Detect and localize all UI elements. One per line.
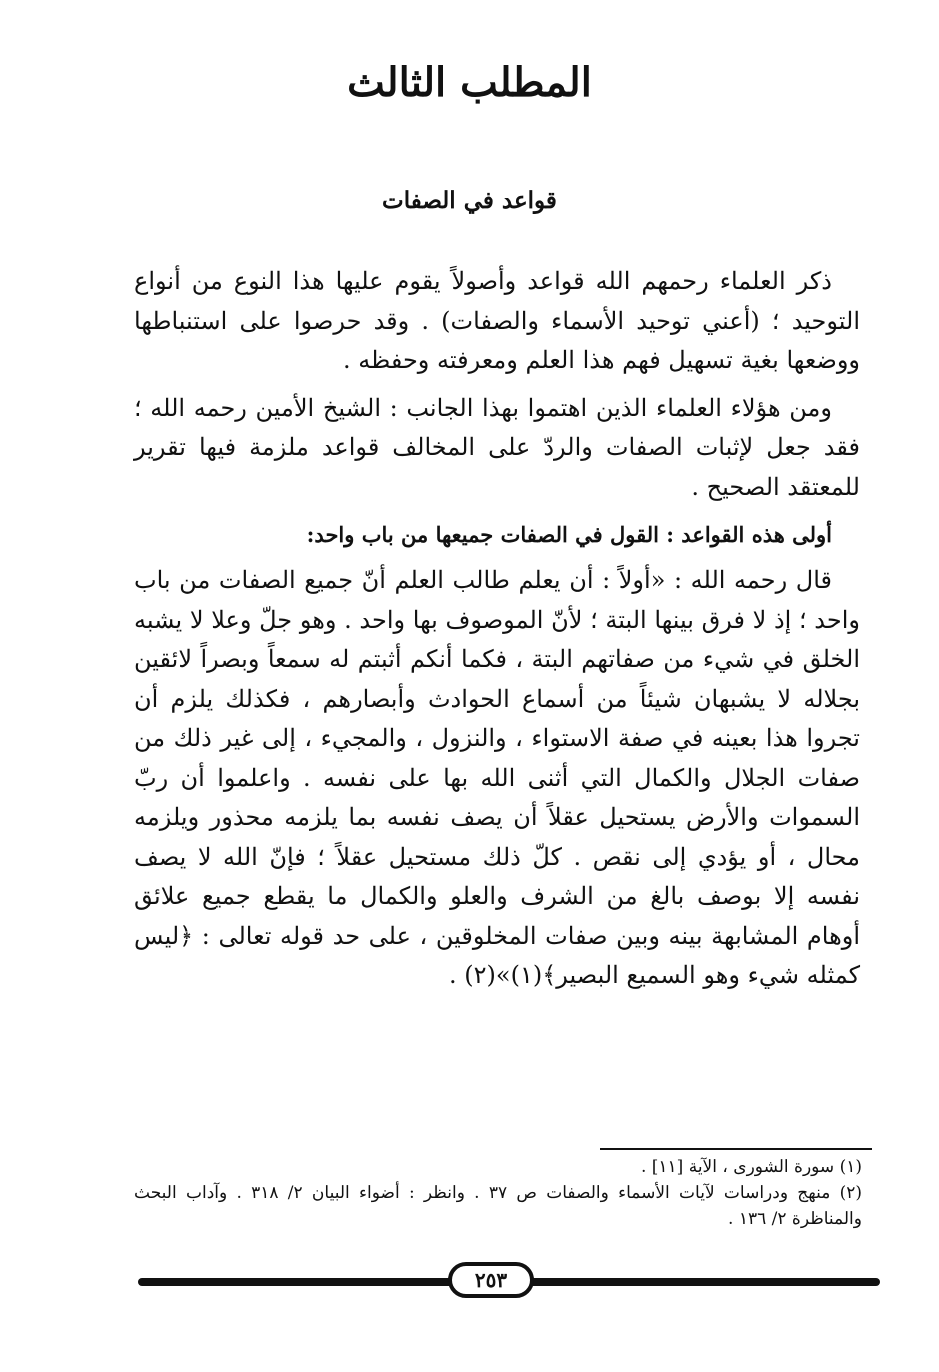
paragraph-quote: قال رحمه الله : «أولاً : أن يعلم طالب العلم أنّ جميع الصفات من باب واحد ؛ إذ لا فرق بينها البتة ؛ لأنّ الموصوف بها واحد . وهو جلّ وعلا لا يشبه الخلق في شيء من صفاتهم البتة ، فكما أنكم أثبتم له سمعاً وبصراً لائقين بجلاله لا يشبهان شيئاً من أسماع الحوادث وأبصارهم ، فكذلك يلزم أن تجروا هذا بعينه في صفة الاستواء ، والنزول ، والمجيء ، إلى غير ذلك من صفات الجلال والكمال التي أثنى الله بها على نفسه . واعلموا أن ربّ السموات والأرض يستحيل عقلاً أن يصف نفسه بما يلزمه محذور ويلزمه محال ، أو يؤدي إلى نقص . كلّ ذلك مستحيل عقلاً ؛ فإنّ الله لا يصف نفسه إلا بوصف بالغ من الشرف والعلو والكمال ما يقطع جميع علائق أوهام المشابهة بينه وبين صفات المخلوقين ، على حد قوله تعالى : ﴿ليس كمثله شيء وهو السميع البصير﴾(١)»(٢) .	[134, 566, 860, 989]
rule-heading: أولى هذه القواعد : القول في الصفات جميعها من باب واحد:	[306, 522, 832, 547]
footnotes	[134, 1154, 862, 1232]
chapter-title: المطلب الثالث	[347, 59, 592, 106]
page-number: ٢٥٣	[448, 1262, 534, 1298]
footnote-divider	[600, 1148, 872, 1150]
footnote-1: (١) سورة الشورى ، الآية [١١] .	[640, 1157, 862, 1177]
body-text	[134, 262, 860, 996]
paragraph-intro: ذكر العلماء رحمهم الله قواعد وأصولاً يقوم عليها هذا النوع من أنواع التوحيد ؛ (أعني توحيد الأسماء والصفات) . وقد حرصوا على استنباطها ووضعها بغية تسهيل فهم هذا العلم ومعرفته وحفظه .	[134, 267, 860, 374]
footnote-2: (٢) منهج ودراسات لآيات الأسماء والصفات ص ٣٧ . وانظر : أضواء البيان ٢/ ٣١٨ . وآداب البحث والمناظرة ٢/ ١٣٦ .	[134, 1183, 863, 1229]
paragraph-scholars: ومن هؤلاء العلماء الذين اهتموا بهذا الجانب : الشيخ الأمين رحمه الله ؛ فقد جعل لإثبات الصفات والردّ على المخالف قواعد ملزمة فيها تقرير للمعتقد الصحيح .	[134, 393, 860, 501]
section-title: قواعد في الصفات	[382, 187, 557, 214]
